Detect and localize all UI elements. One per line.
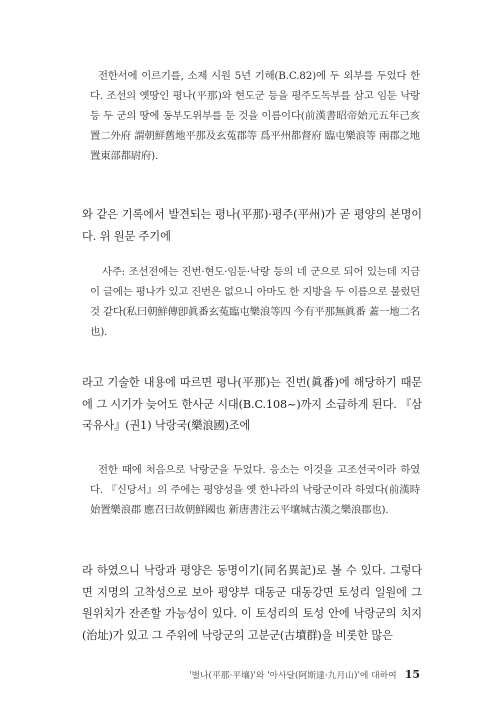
page-number: 15 [404, 668, 420, 681]
quote-text: 사주: 조선전에는 진번·현도·임둔·낙랑 등의 네 군으로 되어 있는데 지금 이 글에는 평나가 있고 진번은 없으니 아마도 한 지방을 두 이름으로 불렀던 것 같다(私曰朝鮮傳卽眞番玄菟臨屯樂浪等四 今有平那無眞番 蓋一地二名也). [90, 266, 420, 338]
paragraph-text: 와 같은 기록에서 발견되는 평나(平那)·평주(平州)가 곧 평양의 본명이다. 위 원문 주기에 [82, 208, 422, 243]
body-paragraph-3 [82, 560, 422, 646]
body-paragraph-1 [82, 204, 422, 247]
page-footer [120, 668, 420, 681]
quote-text: 전한서에 이르기를, 소제 시원 5년 기해(B.C.82)에 두 외부를 두었다 한다. 조선의 옛땅인 평나(平那)와 현도군 등을 평주도독부를 삼고 임둔 낙랑 등 두 군의 땅에 동부도위부를 둔 것을 이름이다(前漢書昭帝始元五年己亥 置二外府 謂朝鮮舊地平那及玄菟郡等 爲平州都督府 臨屯樂浪等 兩郡之地 置東部都尉府). [90, 70, 420, 162]
block-quote-3 [90, 460, 420, 546]
body-paragraph-2 [82, 372, 422, 437]
block-quote-2 [90, 262, 420, 348]
block-quote-1 [90, 66, 420, 176]
running-title: '벌나(平那·平壤)'와 '아사달(阿斯達·九月山)'에 대하여 [189, 671, 397, 681]
paragraph-text: 라고 기술한 내용에 따르면 평나(平那)는 진번(眞番)에 해당하기 때문에 그 시기가 늦어도 한사군 시대(B.C.108~)까지 소급하게 된다. 『삼국유사』(권1) 낙랑국(樂浪國)조에 [82, 376, 422, 432]
paragraph-text: 라 하였으니 낙랑과 평양은 동명이기(同名異記)로 볼 수 있다. 그렇다면 지명의 고착성으로 보아 평양부 대동군 대동강면 토성리 일원에 그 원위치가 잔존할 가능성이 있다. 이 토성리의 토성 안에 낙랑군의 치지(治址)가 있고 그 주위에 낙랑군의 고분군(古墳群)을 비롯한 많은 [82, 564, 422, 642]
quote-text: 전한 때에 처음으로 낙랑군을 두었다. 응소는 이것을 고조선국이라 하였다. 『신당서』의 주에는 평양성을 옛 한나라의 낙랑군이라 하였다(前漢時 始置樂浪郡 應召曰故朝鮮國也 新唐書注云平壤城古漢之樂浪郡也). [90, 464, 420, 516]
